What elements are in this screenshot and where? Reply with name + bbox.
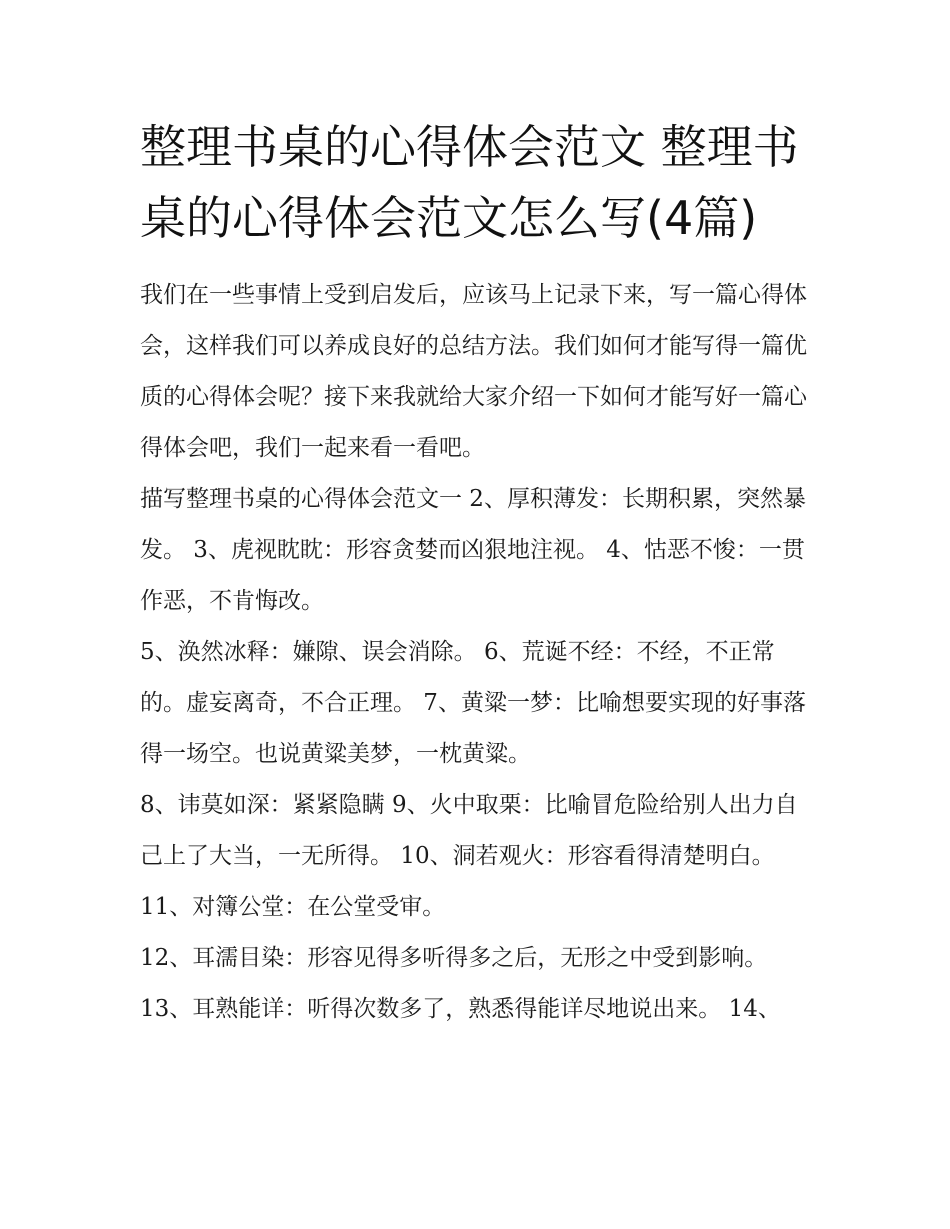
paragraph-idioms-1: 描写整理书桌的心得体会范文一 2、厚积薄发：长期积累，突然暴发。 3、虎视眈眈：形容贪婪而凶狠地注视。 4、怙恶不悛：一贯作恶，不肯悔改。 bbox=[140, 485, 806, 614]
document-title: 整理书桌的心得体会范文 整理书桌的心得体会范文怎么写(4篇) bbox=[140, 120, 799, 245]
paragraph-idioms-3: 8、讳莫如深：紧紧隐瞒 9、火中取栗：比喻冒危险给别人出力自己上了大当，一无所得。 10、洞若观火：形容看得清楚明白。 11、对簿公堂：在公堂受审。 bbox=[140, 791, 798, 920]
paragraph-idioms-5: 13、耳熟能详：听得次数多了，熟悉得能详尽地说出来。 14、 bbox=[140, 995, 781, 1022]
document-body bbox=[140, 112, 812, 1035]
paragraph-idioms-4: 12、耳濡目染：形容见得多听得多之后，无形之中受到影响。 bbox=[140, 944, 768, 971]
paragraph-idioms-2: 5、涣然冰释：嫌隙、误会消除。 6、荒诞不经：不经，不正常的。虚妄离奇，不合正理。 7、黄粱一梦：比喻想要实现的好事落得一场空。也说黄粱美梦，一枕黄粱。 bbox=[140, 638, 806, 767]
paragraph-intro: 我们在一些事情上受到启发后，应该马上记录下来，写一篇心得体会，这样我们可以养成良好的总结方法。我们如何才能写得一篇优质的心得体会呢？接下来我就给大家介绍一下如何才能写好一篇心得体会吧，我们一起来看一看吧。 bbox=[140, 281, 807, 461]
